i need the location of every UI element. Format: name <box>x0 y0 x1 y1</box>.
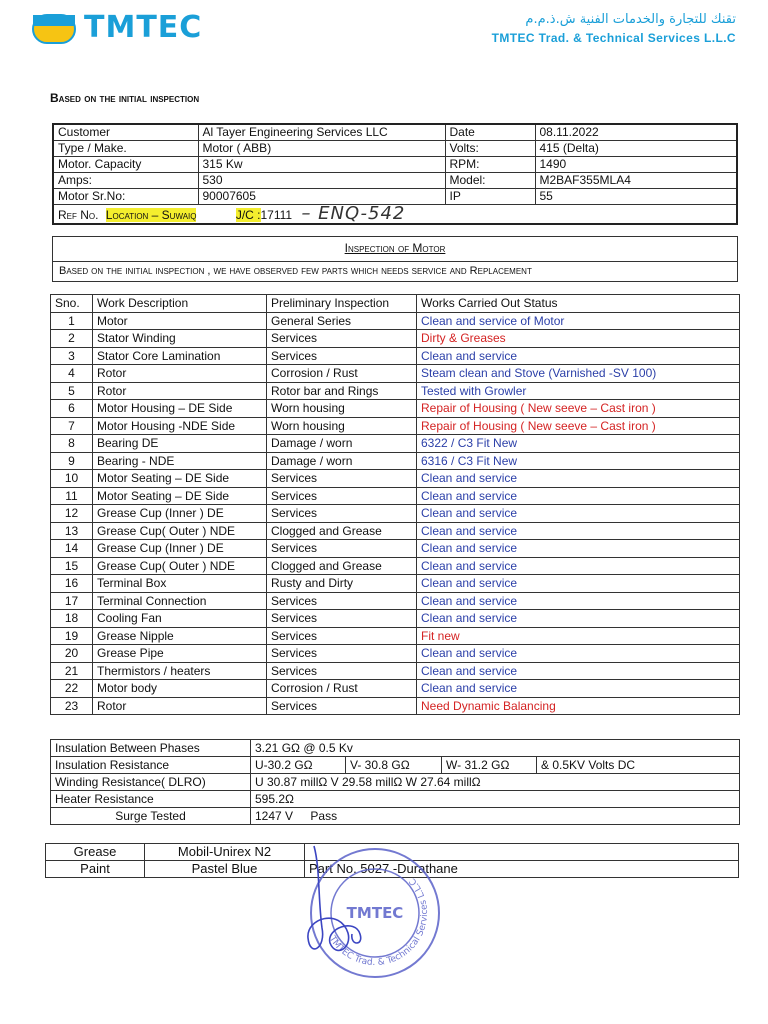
preliminary-inspection: Services <box>267 540 417 558</box>
surge-cell <box>251 808 740 825</box>
customer-value: Al Tayer Engineering Services LLC <box>198 124 445 141</box>
logo-text: TMTEC <box>84 10 203 45</box>
customer-label: Customer <box>53 124 198 141</box>
work-status: Steam clean and Stove (Varnished -SV 100) <box>417 365 740 383</box>
preliminary-inspection: Corrosion / Rust <box>267 680 417 698</box>
company-name-english: TMTEC Trad. & Technical Services L.L.C <box>491 31 736 45</box>
capacity-label: Motor. Capacity <box>53 157 198 173</box>
divider <box>53 261 737 262</box>
work-description: Grease Pipe <box>93 645 267 663</box>
row-number: 17 <box>51 592 93 610</box>
reference-cell <box>53 205 737 225</box>
work-status: Repair of Housing ( New seeve – Cast iron ) <box>417 400 740 418</box>
row-number: 8 <box>51 435 93 453</box>
row-number: 16 <box>51 575 93 593</box>
row-number: 22 <box>51 680 93 698</box>
work-status: 6322 / C3 Fit New <box>417 435 740 453</box>
part-number: Part No. 5027 -Durathane <box>305 861 739 878</box>
column-header: Works Carried Out Status <box>417 295 740 313</box>
ir-u-value: U-30.2 GΩ <box>251 757 346 774</box>
table-row <box>51 505 740 523</box>
grease-label: Grease <box>46 844 145 861</box>
work-description: Motor Housing -NDE Side <box>93 417 267 435</box>
work-status: Clean and service <box>417 557 740 575</box>
jc-label: J/C : <box>235 207 261 222</box>
ir-volts-value: & 0.5KV Volts DC <box>537 757 740 774</box>
row-number: 14 <box>51 540 93 558</box>
preliminary-inspection: Services <box>267 627 417 645</box>
motor-info-table <box>52 123 738 225</box>
type-value: Motor ( ABB) <box>198 141 445 157</box>
ir-label: Insulation Resistance <box>51 757 251 774</box>
work-description: Bearing DE <box>93 435 267 453</box>
phases-label: Insulation Between Phases <box>51 740 251 757</box>
inspection-description: Based on the initial inspection , we have observed few parts which needs service and Replacement <box>59 265 532 277</box>
preliminary-inspection: Services <box>267 592 417 610</box>
preliminary-inspection: Services <box>267 347 417 365</box>
preliminary-inspection: Worn housing <box>267 400 417 418</box>
preliminary-inspection: Services <box>267 487 417 505</box>
work-status: Clean and service of Motor <box>417 312 740 330</box>
preliminary-inspection: Services <box>267 645 417 663</box>
table-row <box>51 347 740 365</box>
type-label: Type / Make. <box>53 141 198 157</box>
row-number: 23 <box>51 697 93 715</box>
serial-value: 90007605 <box>198 189 445 205</box>
column-header: Work Description <box>93 295 267 313</box>
work-status: Clean and service <box>417 645 740 663</box>
work-description: Motor Seating – DE Side <box>93 487 267 505</box>
work-description: Grease Cup( Outer ) NDE <box>93 522 267 540</box>
handwritten-ref: – ENQ-542 <box>301 204 406 224</box>
table-row <box>53 189 737 205</box>
work-description: Motor Housing – DE Side <box>93 400 267 418</box>
row-number: 3 <box>51 347 93 365</box>
row-number: 21 <box>51 662 93 680</box>
table-row <box>51 808 740 825</box>
row-number: 20 <box>51 645 93 663</box>
row-number: 19 <box>51 627 93 645</box>
dlro-label: Winding Resistance( DLRO) <box>51 774 251 791</box>
table-row <box>51 575 740 593</box>
table-row <box>51 400 740 418</box>
location-value: Location – Suwaiq <box>105 207 197 222</box>
volts-label: Volts: <box>445 141 535 157</box>
preliminary-inspection: Services <box>267 697 417 715</box>
work-status: Clean and service <box>417 540 740 558</box>
work-status: Clean and service <box>417 487 740 505</box>
preliminary-inspection: Damage / worn <box>267 452 417 470</box>
ip-label: IP <box>445 189 535 205</box>
table-row <box>51 697 740 715</box>
work-status: Clean and service <box>417 610 740 628</box>
table-row <box>51 740 740 757</box>
row-number: 1 <box>51 312 93 330</box>
row-number: 12 <box>51 505 93 523</box>
table-row <box>51 627 740 645</box>
jc-value: 17111 <box>260 207 293 222</box>
ir-w-value: W- 31.2 GΩ <box>442 757 537 774</box>
work-description: Rotor <box>93 382 267 400</box>
page-heading: Based on the initial inspection <box>50 91 200 105</box>
work-description: Terminal Box <box>93 575 267 593</box>
table-row <box>51 680 740 698</box>
preliminary-inspection: Services <box>267 330 417 348</box>
work-status: Clean and service <box>417 347 740 365</box>
table-row <box>53 124 737 141</box>
preliminary-inspection: Rotor bar and Rings <box>267 382 417 400</box>
work-description: Motor body <box>93 680 267 698</box>
row-number: 9 <box>51 452 93 470</box>
work-description: Grease Cup (Inner ) DE <box>93 505 267 523</box>
work-status: 6316 / C3 Fit New <box>417 452 740 470</box>
amps-value: 530 <box>198 173 445 189</box>
ref-label: Ref No. <box>58 207 99 222</box>
ip-value: 55 <box>535 189 737 205</box>
table-row <box>51 610 740 628</box>
table-row <box>51 757 740 774</box>
work-status: Tested with Growler <box>417 382 740 400</box>
surge-label: Surge Tested <box>51 808 251 825</box>
work-description: Thermistors / heaters <box>93 662 267 680</box>
table-row <box>51 382 740 400</box>
table-row <box>51 774 740 791</box>
preliminary-inspection: Clogged and Grease <box>267 522 417 540</box>
preliminary-inspection: Services <box>267 505 417 523</box>
work-status: Repair of Housing ( New seeve – Cast iron ) <box>417 417 740 435</box>
work-description: Grease Cup( Outer ) NDE <box>93 557 267 575</box>
row-number: 18 <box>51 610 93 628</box>
work-description: Terminal Connection <box>93 592 267 610</box>
paint-label: Paint <box>46 861 145 878</box>
preliminary-inspection: Damage / worn <box>267 435 417 453</box>
table-row <box>51 592 740 610</box>
preliminary-inspection: Services <box>267 470 417 488</box>
paint-value: Pastel Blue <box>145 861 305 878</box>
table-row <box>53 173 737 189</box>
row-number: 2 <box>51 330 93 348</box>
inspection-box <box>52 236 738 282</box>
table-row <box>53 157 737 173</box>
surge-result: Pass <box>310 809 338 823</box>
heater-label: Heater Resistance <box>51 791 251 808</box>
table-row <box>51 540 740 558</box>
serial-label: Motor Sr.No: <box>53 189 198 205</box>
row-number: 13 <box>51 522 93 540</box>
capacity-value: 315 Kw <box>198 157 445 173</box>
date-value: 08.11.2022 <box>535 124 737 141</box>
company-stamp-icon <box>300 838 450 988</box>
table-row <box>51 435 740 453</box>
ir-v-value: V- 30.8 GΩ <box>346 757 442 774</box>
tests-table <box>50 739 740 825</box>
row-number: 6 <box>51 400 93 418</box>
row-number: 11 <box>51 487 93 505</box>
work-status: Fit new <box>417 627 740 645</box>
table-row <box>51 645 740 663</box>
rpm-value: 1490 <box>535 157 737 173</box>
work-description: Motor Seating – DE Side <box>93 470 267 488</box>
work-description: Rotor <box>93 365 267 383</box>
reference-row <box>53 205 737 225</box>
preliminary-inspection: Rusty and Dirty <box>267 575 417 593</box>
work-description: Rotor <box>93 697 267 715</box>
column-header: Sno. <box>51 295 93 313</box>
grease-value: Mobil-Unirex N2 <box>145 844 305 861</box>
work-status: Clean and service <box>417 522 740 540</box>
stamp-ring-text: TMTEC Trad. & Technical Services L.L.C <box>326 875 431 969</box>
work-description: Stator Core Lamination <box>93 347 267 365</box>
amps-label: Amps: <box>53 173 198 189</box>
row-number: 10 <box>51 470 93 488</box>
work-description: Motor <box>93 312 267 330</box>
table-row <box>51 791 740 808</box>
work-description: Grease Nipple <box>93 627 267 645</box>
row-number: 4 <box>51 365 93 383</box>
work-description: Grease Cup (Inner ) DE <box>93 540 267 558</box>
table-row <box>51 662 740 680</box>
inspection-title: Inspection of Motor <box>344 241 446 255</box>
table-row <box>51 417 740 435</box>
work-status: Clean and service <box>417 575 740 593</box>
row-number: 7 <box>51 417 93 435</box>
preliminary-inspection: General Series <box>267 312 417 330</box>
table-row <box>51 312 740 330</box>
work-status: Clean and service <box>417 470 740 488</box>
model-label: Model: <box>445 173 535 189</box>
rpm-label: RPM: <box>445 157 535 173</box>
table-row <box>51 522 740 540</box>
date-label: Date <box>445 124 535 141</box>
work-status: Need Dynamic Balancing <box>417 697 740 715</box>
model-value: M2BAF355MLA4 <box>535 173 737 189</box>
table-row <box>51 330 740 348</box>
table-row <box>51 452 740 470</box>
preliminary-inspection: Clogged and Grease <box>267 557 417 575</box>
work-description: Cooling Fan <box>93 610 267 628</box>
company-logo-icon <box>32 14 76 44</box>
company-name-arabic: تقنك للتجارة والخدمات الفنية ش.ذ.م.م <box>525 12 736 27</box>
work-table-body <box>51 312 740 715</box>
surge-value: 1247 V <box>255 809 294 823</box>
work-status: Dirty & Greases <box>417 330 740 348</box>
table-row <box>51 365 740 383</box>
table-row <box>53 141 737 157</box>
row-number: 5 <box>51 382 93 400</box>
stamp-company: TMTEC <box>346 904 404 922</box>
table-header-row <box>51 295 740 313</box>
work-status: Clean and service <box>417 662 740 680</box>
preliminary-inspection: Services <box>267 610 417 628</box>
heater-value: 595.2Ω <box>251 791 740 808</box>
work-status: Clean and service <box>417 505 740 523</box>
preliminary-inspection: Services <box>267 662 417 680</box>
table-row <box>51 487 740 505</box>
work-status: Clean and service <box>417 680 740 698</box>
preliminary-inspection: Corrosion / Rust <box>267 365 417 383</box>
preliminary-inspection: Worn housing <box>267 417 417 435</box>
column-header: Preliminary Inspection <box>267 295 417 313</box>
dlro-value: U 30.87 millΩ V 29.58 millΩ W 27.64 millΩ <box>251 774 740 791</box>
row-number: 15 <box>51 557 93 575</box>
volts-value: 415 (Delta) <box>535 141 737 157</box>
table-row <box>51 470 740 488</box>
work-description: Stator Winding <box>93 330 267 348</box>
work-table <box>50 294 740 715</box>
work-description: Bearing - NDE <box>93 452 267 470</box>
table-row <box>51 557 740 575</box>
work-status: Clean and service <box>417 592 740 610</box>
phases-value: 3.21 GΩ @ 0.5 Kv <box>251 740 740 757</box>
